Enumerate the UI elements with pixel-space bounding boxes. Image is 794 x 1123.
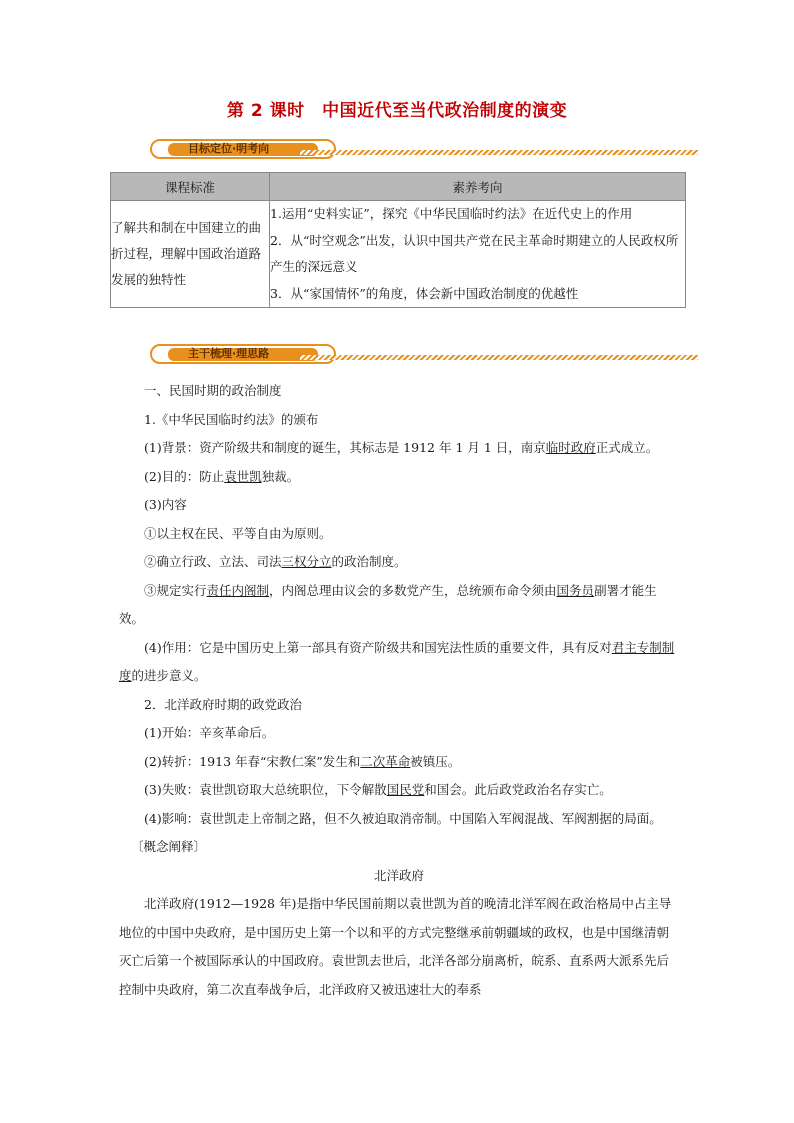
literacy-item: 2．从“时空观念”出发，认识中国共产党在民主革命时期建立的人民政权所产生的深远意义 xyxy=(270,232,679,274)
key-term: 袁世凯 xyxy=(224,468,262,484)
main-banner xyxy=(150,344,698,366)
subsection-heading: 1.《中华民国临时约法》的颁布 xyxy=(144,411,319,427)
paragraph-purpose xyxy=(119,463,679,492)
text: 和国会。此后政党政治名存实亡。 xyxy=(424,782,612,797)
key-term: 国民党 xyxy=(386,782,425,797)
paragraph-item: ①以主权在民、平等自由为原则。 xyxy=(144,525,332,541)
subsection-heading: 2．北洋政府时期的政党政治 xyxy=(144,696,302,712)
key-term: 国务员 xyxy=(556,582,595,598)
goal-banner xyxy=(150,139,698,161)
header-literacy: 素养考向 xyxy=(270,173,686,201)
section-heading: 一、民国时期的政治制度 xyxy=(144,383,282,398)
page-title: 第 2 课时 中国近代至当代政治制度的演变 xyxy=(226,101,568,121)
paragraph-content-label: (3)内容 xyxy=(144,497,187,512)
text: ，内阁总理由议会的多数党产生，总统颁布命令须由 xyxy=(269,582,557,598)
text: (2)转折：1913 年春“宋教仁案”发生和 xyxy=(144,753,361,769)
paragraph-start: (1)开始：辛亥革命后。 xyxy=(144,725,275,740)
table-header-row xyxy=(111,173,686,201)
text: ③规定实行 xyxy=(144,582,207,598)
concept-label: 〔概念阐释〕 xyxy=(131,839,207,854)
key-term: 责任内阁制 xyxy=(206,582,270,598)
text: (3)失败：袁世凯窃取大总统职位，下令解散 xyxy=(144,782,387,797)
paragraph-item xyxy=(119,577,679,634)
paragraph-effect xyxy=(119,634,679,691)
text: 的政治制度。 xyxy=(331,554,407,569)
paragraph-turn xyxy=(119,748,679,777)
curriculum-table xyxy=(110,172,686,308)
text: 副署才能生效。 xyxy=(119,582,657,626)
main-banner-label: 主干梳理·理思路 xyxy=(188,347,270,360)
paragraph-impact: (4)影响：袁世凯走上帝制之路，但不久被迫取消帝制。中国陷入军阀混战、军阀割据的局面。 xyxy=(144,810,662,826)
paragraph-item xyxy=(119,548,679,577)
key-term: 临时政府 xyxy=(545,440,596,455)
header-standard: 课程标准 xyxy=(111,173,270,201)
goal-banner-label: 目标定位·明考向 xyxy=(188,142,270,155)
concept-title: 北洋政府 xyxy=(373,867,424,883)
paragraph-background xyxy=(119,434,679,463)
paragraph-failure xyxy=(119,776,679,805)
banner-pill xyxy=(150,344,336,364)
text: 正式成立。 xyxy=(595,440,659,455)
concept-text: 北洋政府(1912—1928 年)是指中华民国前期以袁世凯为首的晚清北洋军阀在政治格局中占主导地位的中国中央政府，是中国历史上第一个以和平的方式完整继承前朝疆域的政权，也是中国继清朝灭亡后第一个被国际承认的中国政府。袁世凯去世后，北洋各部分崩离析，皖系、直系两大派系先后控制中央政府，第二次直奉战争后，北洋政府又被迅速壮大的奉系 xyxy=(119,896,672,997)
table-row xyxy=(111,201,686,308)
main-content xyxy=(119,377,679,1004)
text: (1)背景：资产阶级共和制度的诞生，其标志是 1912 年 1 月 1 日，南京 xyxy=(144,440,546,455)
banner-pill xyxy=(150,139,336,159)
text: (4)作用：它是中国历史上第一部具有资产阶级共和国宪法性质的重要文件，具有反对 xyxy=(144,639,612,655)
key-term: 二次革命 xyxy=(360,753,411,769)
text: ②确立行政、立法、司法 xyxy=(144,554,282,569)
text: (2)目的：防止 xyxy=(144,468,225,484)
key-term: 君主专制制度 xyxy=(119,639,675,683)
text: 的进步意义。 xyxy=(131,668,207,683)
literacy-cell xyxy=(270,201,686,308)
banner-stripe xyxy=(300,355,698,360)
standard-cell: 了解共和制在中国建立的曲折过程，理解中国政治道路发展的独特性 xyxy=(111,201,270,308)
literacy-item: 1.运用“史料实证”，探究《中华民国临时约法》在近代史上的作用 xyxy=(270,206,633,221)
text: 独裁。 xyxy=(261,468,300,484)
literacy-item: 3．从“家国情怀”的角度，体会新中国政治制度的优越性 xyxy=(270,285,579,301)
text: 被镇压。 xyxy=(410,753,461,769)
banner-stripe xyxy=(300,150,698,155)
key-term: 三权分立 xyxy=(281,554,332,569)
